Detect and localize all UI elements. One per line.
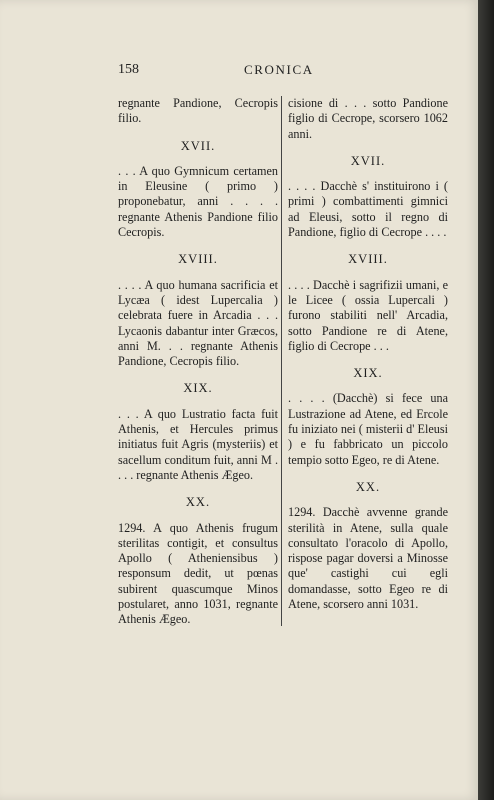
running-head: CRONICA	[244, 62, 314, 77]
italian-heading-xx: XX.	[355, 479, 381, 494]
italian-heading-xix: XIX.	[353, 366, 383, 381]
italian-heading-xviii: XVIII.	[348, 252, 388, 267]
italian-entry-xx: 1294. Dacchè avvenne grande sterilità in Atene, sulla quale consultato l'oracolo di Apollo, rispose pagar doversi a Minosse que' castighi cui egli domandasse, sotto Egeo re di Atene, scorsero anni 1031.	[288, 505, 448, 612]
latin-heading-xix: XIX.	[183, 381, 213, 396]
latin-entry-xviii: . . . . A quo humana sacrificia et Lycæa ( idest Lupercalia ) celebrata fuere in Arcadia . . . Lycaonis dabantur inter Græcos, anni M. . . regnante Athenis Pandione, Cecropis filio.	[118, 277, 278, 369]
page-edge-shadow	[478, 0, 494, 800]
italian-entry-xix: . . . . (Dacchè) si fece una Lustrazione ad Atene, ed Ercole fu iniziato nei ( misterii d' Eleusi ) e fu fabbricato un piccolo tempio sotto Egeo, re di Atene.	[288, 391, 448, 467]
italian-entry-xviii: . . . . Dacchè i sagrifizii umani, e le Licee ( ossia Lupercali ) furono stabiliti nell' Arcadia, sotto Pandione re di Atene, figlio di Cecrope . . .	[288, 277, 448, 353]
column-divider	[281, 96, 282, 626]
latin-column	[118, 96, 278, 628]
latin-heading-xviii: XVIII.	[178, 252, 218, 267]
italian-column	[288, 96, 448, 612]
latin-entry-xx: 1294. A quo Athenis frugum sterilitas contigit, et consultus Apollo ( Atheniensibus ) responsum dedit, ut pœnas subirent quascumque Minos postularet, anno 1031, regnante Athenis Ægeo.	[118, 520, 278, 627]
latin-heading-xvii: XVII.	[180, 138, 216, 153]
latin-entry-xix: . . . A quo Lustratio facta fuit Athenis, et Hercules primus initiatus fuit Agris (mysteriis) et sacellum conditum fuit, anni M . . . . regnante Athenis Ægeo.	[118, 406, 278, 482]
page-number: 158	[118, 62, 139, 77]
latin-entry-continuation: regnante Pandione, Cecropis filio.	[118, 96, 278, 126]
italian-entry-xvii: . . . . Dacchè s' instituirono i ( primi ) combattimenti gimnici ad Eleusi, sotto il regno di Pandione, figlio di Cecrope . . . .	[288, 179, 448, 240]
italian-heading-xvii: XVII.	[350, 153, 386, 168]
italian-entry-continuation: cisione di . . . sotto Pandione figlio di Cecrope, scorsero 1062 anni.	[288, 96, 448, 141]
latin-entry-xvii: . . . A quo Gymnicum certamen in Eleusine ( primo ) proponebatur, anni . . . . regnante Athenis Pandione filio Cecropis.	[118, 163, 278, 240]
latin-heading-xx: XX.	[185, 495, 211, 510]
page-header	[0, 62, 480, 82]
